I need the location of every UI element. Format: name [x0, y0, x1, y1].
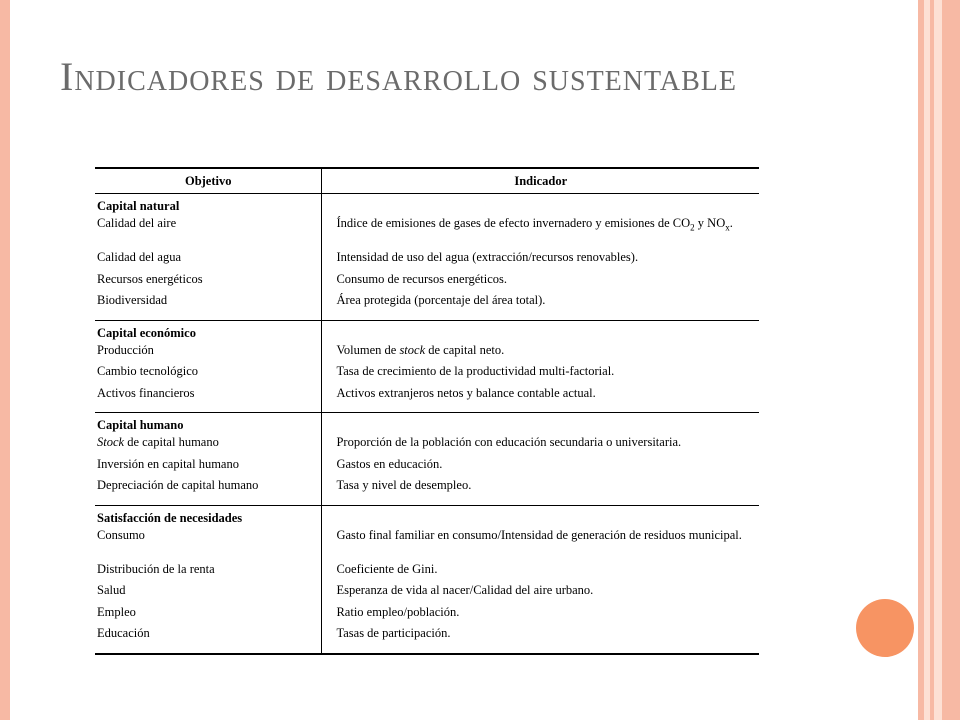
objetivo-cell: Consumo [95, 527, 322, 561]
indicador-cell: Ratio empleo/población. [336, 604, 460, 619]
table-row [95, 271, 759, 293]
table-row [95, 527, 759, 561]
objetivo-cell: Empleo [95, 604, 322, 626]
group-heading-row [95, 194, 759, 216]
objetivo-cell [95, 434, 322, 456]
indicador-cell: Intensidad de uso del agua (extracción/recursos renovables). [336, 250, 639, 264]
objetivo-cell: Salud [95, 582, 322, 604]
group-heading: Capital económico [95, 320, 322, 342]
table-row [95, 292, 759, 320]
slide-title: Indicadores de desarrollo sustentable [60, 54, 737, 99]
table-row [95, 215, 759, 249]
indicador-cell: Tasas de participación. [336, 626, 451, 640]
table-row [95, 625, 759, 654]
table-header-row [95, 168, 759, 194]
objetivo-cell: Activos financieros [95, 385, 322, 413]
header-objetivo: Objetivo [95, 168, 322, 194]
objetivo-cell: Biodiversidad [95, 292, 322, 320]
objetivo-italic-text: Stock [97, 435, 125, 449]
group-heading: Capital humano [95, 413, 322, 435]
objetivo-cell: Cambio tecnológico [95, 363, 322, 385]
group-heading: Capital natural [95, 194, 322, 216]
subscript: 2 [690, 222, 695, 233]
table-row [95, 456, 759, 478]
table-row [95, 363, 759, 385]
group-satisfaccion-necesidades [95, 505, 759, 654]
left-decorative-border [0, 0, 10, 720]
objetivo-cell: Producción [95, 342, 322, 364]
objetivo-cell: Inversión en capital humano [95, 456, 322, 478]
group-heading: Satisfacción de necesidades [95, 505, 322, 527]
indicador-italic-text: stock [399, 342, 426, 357]
table-row [95, 561, 759, 583]
group-heading-row [95, 320, 759, 342]
indicador-text: de capital neto. [425, 342, 505, 357]
subscript: x [725, 222, 730, 233]
indicador-cell: Gasto final familiar en consumo/Intensidad de generación de residuos municipal. [336, 527, 742, 542]
objetivo-text: de capital humano [124, 435, 219, 449]
indicador-cell: Esperanza de vida al nacer/Calidad del aire urbano. [336, 583, 594, 597]
objetivo-cell: Calidad del aire [95, 215, 322, 249]
indicador-cell [322, 342, 759, 364]
table-row [95, 385, 759, 413]
objetivo-cell: Depreciación de capital humano [95, 477, 322, 505]
indicador-text: Índice de emisiones de gases de efecto invernadero y emisiones de CO [336, 216, 691, 230]
indicators-table [95, 167, 759, 655]
indicador-cell: Consumo de recursos energéticos. [336, 271, 508, 286]
group-heading-row [95, 505, 759, 527]
objetivo-cell: Calidad del agua [95, 249, 322, 271]
indicador-cell: Activos extranjeros netos y balance contable actual. [336, 385, 596, 400]
table-row [95, 604, 759, 626]
group-capital-natural [95, 194, 759, 321]
indicador-cell: Tasa de crecimiento de la productividad multi-factorial. [336, 364, 615, 378]
indicador-cell: Proporción de la población con educación secundaria o universitaria. [336, 435, 682, 449]
group-heading-row [95, 413, 759, 435]
table-row [95, 477, 759, 505]
indicador-cell: Gastos en educación. [336, 456, 443, 471]
indicador-cell: Coeficiente de Gini. [336, 561, 438, 576]
indicador-cell: Área protegida (porcentaje del área total). [336, 293, 546, 307]
table-row [95, 342, 759, 364]
indicador-cell: Tasa y nivel de desempleo. [336, 478, 472, 492]
table-row [95, 582, 759, 604]
right-decorative-border [918, 0, 960, 720]
indicador-text: . [729, 216, 733, 230]
indicador-cell [322, 215, 759, 249]
decorative-circle [856, 599, 914, 657]
group-capital-humano [95, 413, 759, 506]
header-indicador: Indicador [322, 168, 759, 194]
indicador-text: Volumen de [336, 342, 400, 357]
group-capital-economico [95, 320, 759, 413]
table-row [95, 434, 759, 456]
table-row [95, 249, 759, 271]
objetivo-cell: Recursos energéticos [95, 271, 322, 293]
indicador-text: y NO [694, 216, 726, 230]
objetivo-cell: Educación [95, 625, 322, 654]
objetivo-cell: Distribución de la renta [95, 561, 322, 583]
